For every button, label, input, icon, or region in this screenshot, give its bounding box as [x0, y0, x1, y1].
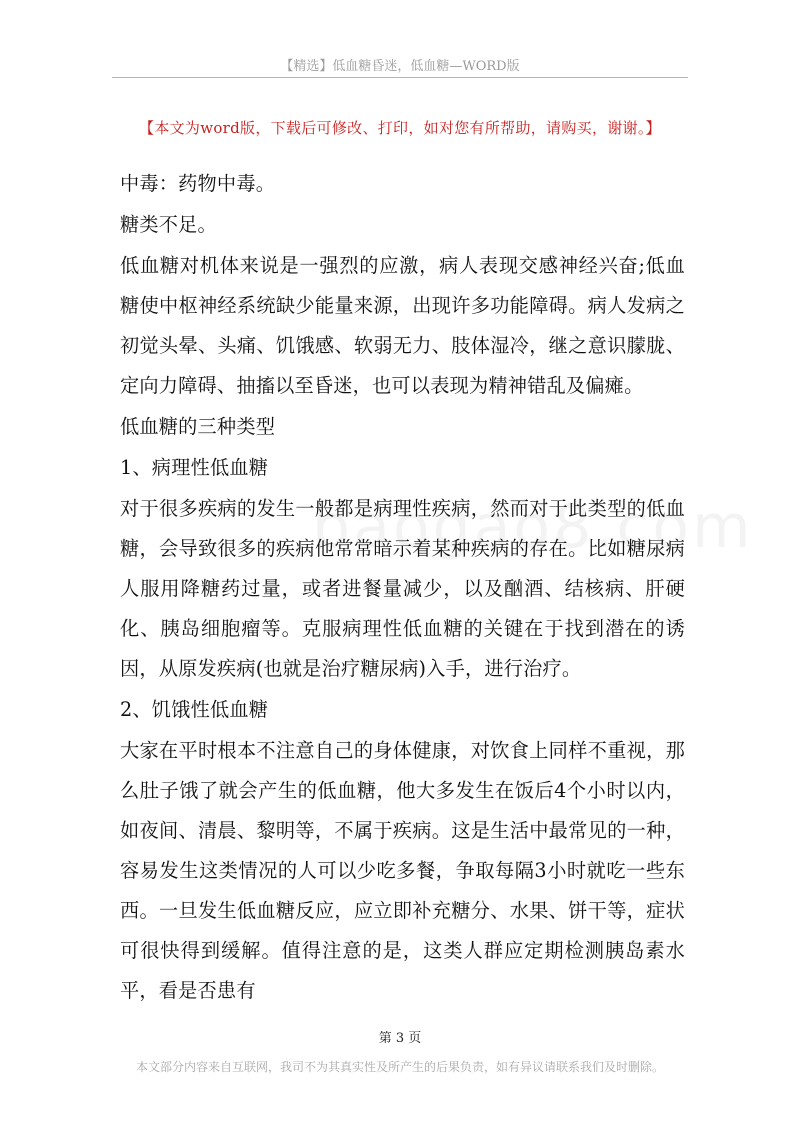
header-title: 【精选】低血糖昏迷，低血糖—WORD版 [280, 59, 520, 74]
subheading-pathological: 1、病理性低血糖 [120, 456, 269, 479]
paragraph-poisoning: 中毒：药物中毒。 [120, 172, 276, 195]
page-number: 第 3 页 [378, 1031, 422, 1046]
download-notice: 【本文为word版，下载后可修改、打印，如对您有所帮助，请购买，谢谢。】 [139, 119, 661, 137]
section-heading-types: 低血糖的三种类型 [120, 415, 276, 438]
body-content [120, 164, 685, 1012]
paragraph-hunger: 大家在平时根本不注意自己的身体健康，对饮食上同样不重视，那么肚子饿了就会产生的低血糖，他大多发生在饭后4个小时以内，如夜间、清晨、黎明等，不属于疾病。这是生活中最常见的一种，容易发生这类情况的人可以少吃多餐，争取每隔3小时就吃一些东西。一旦发生低血糖反应，应立即补充糖分、水果、饼干等，症状可很快得到缓解。值得注意的是，这类人群应定期检测胰岛素水平，看是否患有 [120, 739, 685, 1002]
paragraph-symptoms: 低血糖对机体来说是一强烈的应激，病人表现交感神经兴奋;低血糖使中枢神经系统缺少能量来源，出现许多功能障碍。病人发病之初觉头晕、头痛、饥饿感、软弱无力、肢体湿冷，继之意识朦胧、定向力障碍、抽搐以至昏迷，也可以表现为精神错乱及偏瘫。 [120, 254, 685, 397]
header-divider [112, 77, 688, 78]
footer-disclaimer: 本文部分内容来自互联网，我司不为其真实性及所产生的后果负责，如有异议请联系我们及时删除。 [135, 1060, 664, 1074]
subheading-hunger: 2、饥饿性低血糖 [120, 698, 269, 721]
paragraph-sugar-deficiency: 糖类不足。 [120, 213, 217, 236]
paragraph-pathological: 对于很多疾病的发生一般都是病理性疾病，然而对于此类型的低血糖，会导致很多的疾病他常常暗示着某种疾病的存在。比如糖尿病人服用降糖药过量，或者进餐量减少，以及酗酒、结核病、肝硬化、胰岛细胞瘤等。克服病理性低血糖的关键在于找到潜在的诱因，从原发疾病(也就是治疗糖尿病)入手，进行治疗。 [120, 497, 685, 680]
